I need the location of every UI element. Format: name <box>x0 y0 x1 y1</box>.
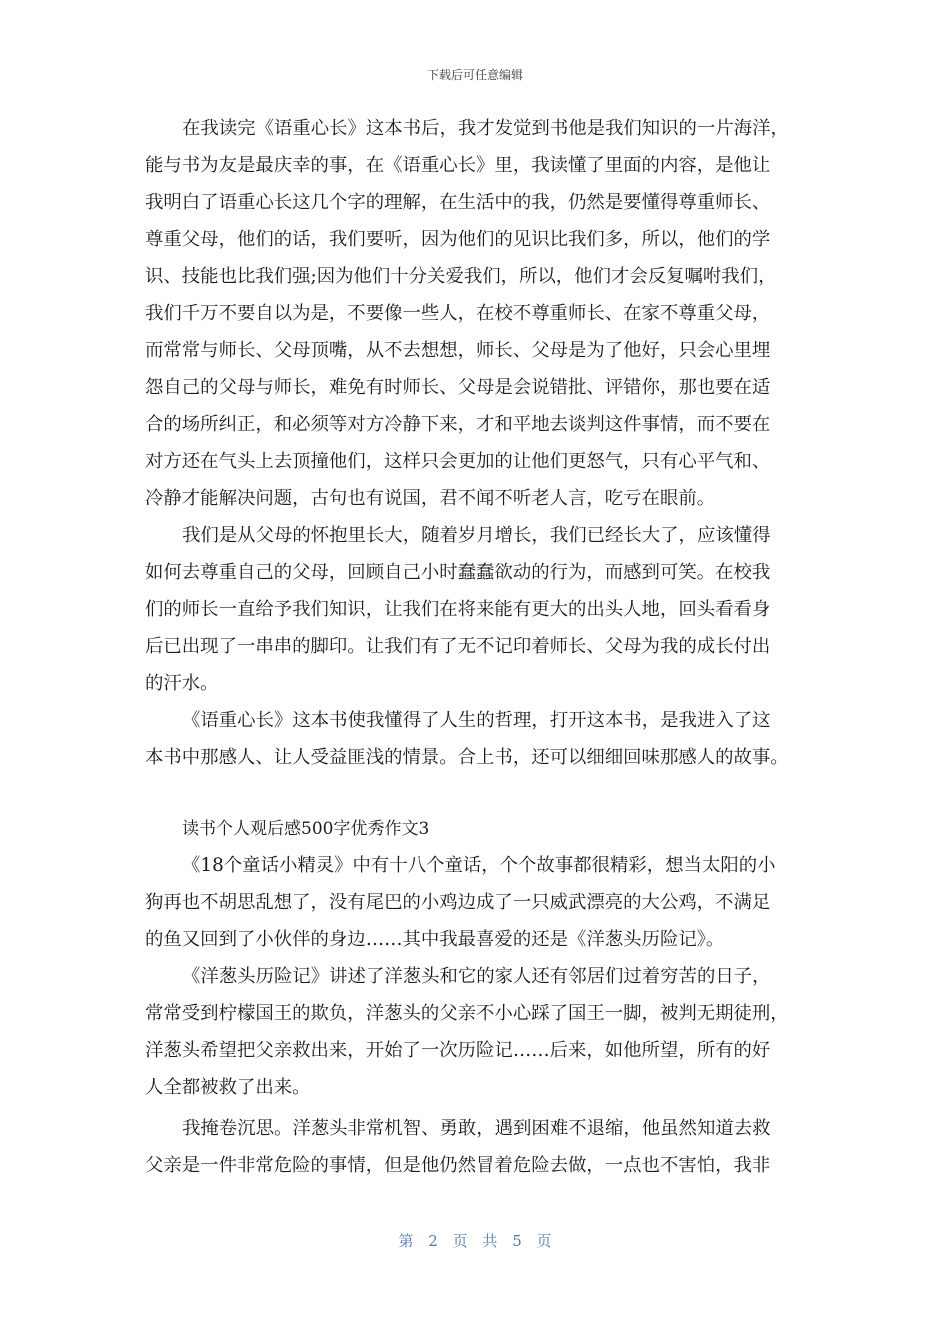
text-line: 们的师长一直给予我们知识，让我们在将来能有更大的出头人地，回头看看身 <box>145 599 771 620</box>
footer-page-number: 2 <box>428 1232 438 1250</box>
text-line: 的汗水。 <box>145 673 219 694</box>
text-line: 怨自己的父母与师长，难免有时师长、父母是会说错批、评错你，那也要在适 <box>145 377 771 398</box>
text-line: 我明白了语重心长这几个字的理解，在生活中的我，仍然是要懂得尊重师长、 <box>145 192 771 213</box>
page-footer <box>0 1230 950 1251</box>
section-heading: 读书个人观后感500字优秀作文3 <box>182 819 430 839</box>
text-line: 狗再也不胡思乱想了，没有尾巴的小鸡边成了一只威武漂亮的大公鸡，不满足 <box>145 892 771 913</box>
text-line: 的鱼又回到了小伙伴的身边……其中我最喜爱的还是《洋葱头历险记》。 <box>145 929 725 950</box>
text-line: 后已出现了一串串的脚印。让我们有了无不记印着师长、父母为我的成长付出 <box>145 636 771 657</box>
text-line: 父亲是一件非常危险的事情，但是他仍然冒着危险去做，一点也不害怕，我非 <box>145 1155 771 1176</box>
text-line: 本书中那感人、让人受益匪浅的情景。合上书，还可以细细回味那感人的故事。 <box>145 747 789 768</box>
footer-ye2: 页 <box>536 1232 552 1250</box>
text-line: 识、技能也比我们强;因为他们十分关爱我们，所以，他们才会反复嘱咐我们， <box>145 266 777 287</box>
text-line: 我们是从父母的怀抱里长大，随着岁月增长，我们已经长大了，应该懂得 <box>182 525 771 546</box>
text-line: 我们千万不要自以为是，不要像一些人，在校不尊重师长、在家不尊重父母， <box>145 303 771 324</box>
text-line: 《洋葱头历险记》讲述了洋葱头和它的家人还有邻居们过着穷苦的日子， <box>182 966 771 987</box>
text-line: 《18个童话小精灵》中有十八个童话，个个故事都很精彩，想当太阳的小 <box>182 855 776 876</box>
text-line: 冷静才能解决问题，古句也有说国，君不闻不听老人言，吃亏在眼前。 <box>145 488 716 509</box>
text-line: 常常受到柠檬国王的欺负，洋葱头的父亲不小心踩了国王一脚，被判无期徒刑， <box>145 1003 789 1024</box>
footer-ye: 页 <box>452 1232 468 1250</box>
text-line: 如何去尊重自己的父母，回顾自己小时蠢蠢欲动的行为，而感到可笑。在校我 <box>145 562 771 583</box>
footer-gong: 共 <box>482 1232 498 1250</box>
text-line: 能与书为友是最庆幸的事，在《语重心长》里，我读懂了里面的内容，是他让 <box>145 155 771 176</box>
text-line: 在我读完《语重心长》这本书后，我才发觉到书他是我们知识的一片海洋， <box>182 118 789 139</box>
footer-di: 第 <box>398 1232 414 1250</box>
text-line: 尊重父母，他们的话，我们要听，因为他们的见识比我们多，所以，他们的学 <box>145 229 771 250</box>
text-line: 人全都被救了出来。 <box>145 1077 311 1098</box>
text-line: 而常常与师长、父母顶嘴，从不去想想，师长、父母是为了他好，只会心里埋 <box>145 340 771 361</box>
text-line: 我掩卷沉思。洋葱头非常机智、勇敢，遇到困难不退缩，他虽然知道去救 <box>182 1118 771 1139</box>
text-line: 洋葱头希望把父亲救出来，开始了一次历险记……后来，如他所望，所有的好 <box>145 1040 771 1061</box>
footer-total-pages: 5 <box>512 1232 522 1250</box>
text-line: 合的场所纠正，和必须等对方冷静下来，才和平地去谈判这件事情，而不要在 <box>145 414 771 435</box>
page-header: 下载后可任意编辑 <box>426 68 523 82</box>
text-line: 《语重心长》这本书使我懂得了人生的哲理，打开这本书，是我进入了这 <box>182 710 771 731</box>
text-line: 对方还在气头上去顶撞他们，这样只会更加的让他们更怒气，只有心平气和、 <box>145 451 771 472</box>
